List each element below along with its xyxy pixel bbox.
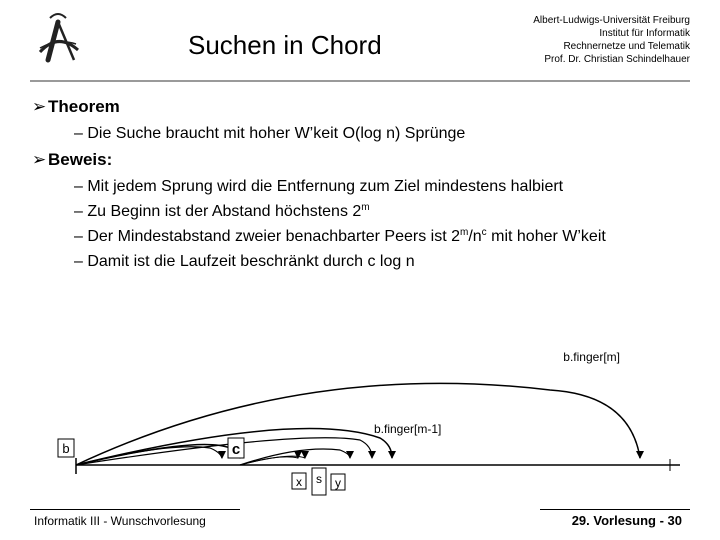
theorem-item: – Die Suche braucht mit hoher W’keit O(log n) Sprünge (74, 125, 466, 142)
arrow-bullet-icon: ➢ (32, 97, 47, 116)
chord-finger-diagram (0, 340, 720, 510)
theorem-heading: ➢ Theorem (32, 97, 120, 116)
affiliation-line: Institut für Informatik (599, 28, 690, 39)
proof-item: – Zu Beginn ist der Abstand höchstens 2$^m$ (74, 202, 370, 220)
header-divider (30, 80, 690, 82)
slide-title: Suchen in Chord (188, 30, 382, 60)
footer-divider (540, 509, 690, 510)
affiliation-line: Rechnernetze und Telematik (563, 41, 690, 52)
node-y-label: y (335, 476, 341, 490)
affiliation-line: Prof. Dr. Christian Schindelhauer (544, 54, 690, 65)
footer-divider (30, 509, 240, 510)
node-s-label: s (316, 472, 322, 486)
finger-arc (76, 438, 372, 465)
finger-arc (76, 444, 240, 465)
proof-item: – Damit ist die Laufzeit beschränkt durch c log n (74, 253, 415, 270)
proof-item: – Der Mindestabstand zweier benachbarter Peers ist $2^m/n^c$ mit hoher W’keit (74, 227, 606, 245)
arrow-bullet-icon: ➢ (32, 150, 47, 169)
node-c-label: c (231, 441, 241, 458)
slide-number: 29. Vorlesung - 30 (571, 513, 682, 528)
proof-heading: ➢ Beweis: (32, 150, 113, 169)
node-b-label: b (62, 441, 70, 456)
affiliation-block (533, 14, 690, 66)
university-logo-icon (28, 8, 88, 72)
finger-m-label: b.finger[m] (563, 350, 620, 364)
node-x-label: x (296, 475, 302, 489)
finger-arc (240, 457, 298, 465)
course-name: Informatik III - Wunschvorlesung (34, 514, 206, 528)
affiliation-line: Albert-Ludwigs-Universität Freiburg (533, 15, 690, 26)
proof-item: – Mit jedem Sprung wird die Entfernung zum Ziel mindestens halbiert (74, 178, 564, 195)
finger-m1-label: b.finger[m-1] (374, 422, 442, 436)
